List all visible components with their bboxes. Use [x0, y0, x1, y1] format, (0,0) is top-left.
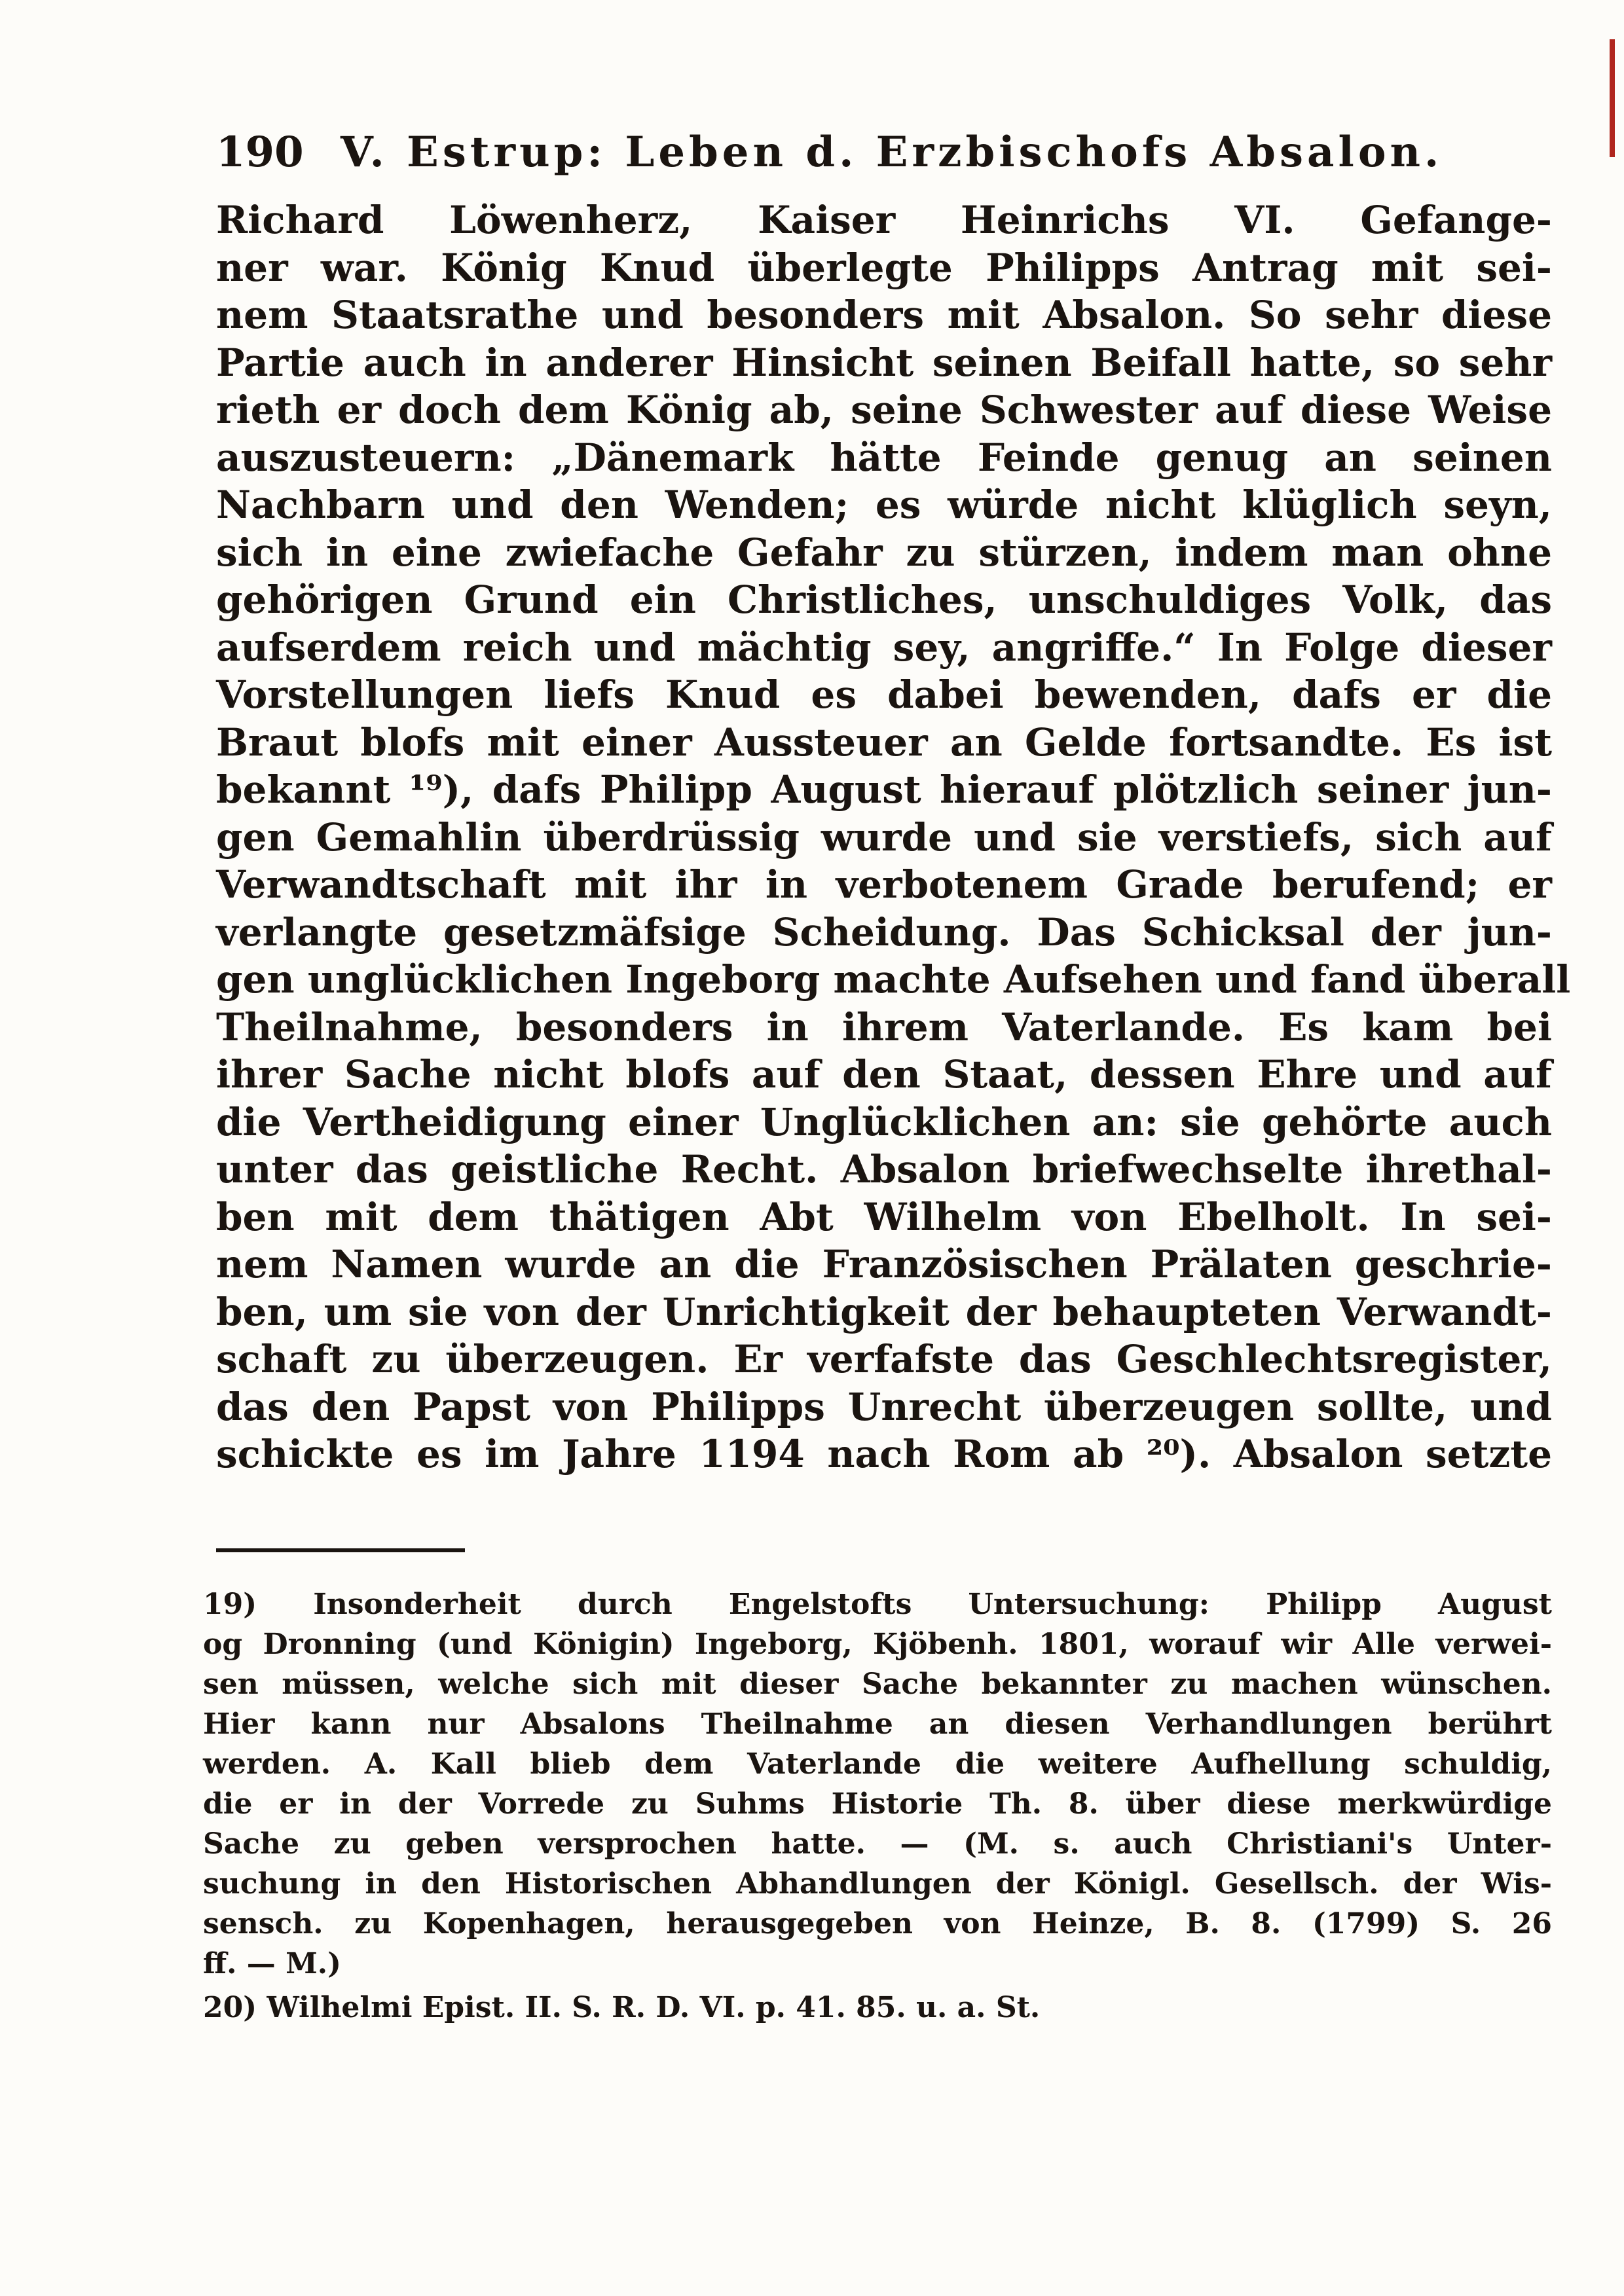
- text-line: gen Gemahlin überdrüssig wurde und sie verstiefs, sich auf: [216, 814, 1552, 860]
- footnote-line: sensch. zu Kopenhagen, herausgegeben von Heinze, B. 8. (1799) S. 26: [203, 1907, 1552, 1941]
- text-line: die Vertheidigung einer Unglücklichen an: sie gehörte auch: [216, 1099, 1552, 1144]
- text-line: aufserdem reich und mächtig sey, angriffe.“ In Folge dieser: [216, 625, 1552, 670]
- text-line: Nachbarn und den Wenden; es würde nicht klüglich seyn,: [216, 483, 1552, 527]
- text-line: verlangte gesetzmäfsige Scheidung. Das Schicksal der jun-: [216, 909, 1552, 955]
- footnote-19: [203, 1584, 1552, 1984]
- text-line: nem Staatsrathe und besonders mit Absalon. So sehr diese: [216, 293, 1552, 337]
- footnote-separator-rule: [216, 1548, 465, 1552]
- main-text: [216, 196, 1571, 1478]
- running-title: V. Estrup: Leben d. Erzbischofs Absalon.: [341, 128, 1443, 177]
- footnote-line: Hier kann nur Absalons Theilnahme an diesen Verhandlungen berührt: [203, 1707, 1552, 1741]
- footnote-line: Sache zu geben versprochen hatte. — (M. s. auch Christiani's Unter-: [203, 1827, 1552, 1861]
- footnote-line: 20) Wilhelmi Epist. II. S. R. D. VI. p. 41. 85. u. a. St.: [203, 1991, 1041, 2024]
- text-line: gehörigen Grund ein Christliches, unschuldiges Volk, das: [216, 577, 1552, 622]
- text-line: Braut blofs mit einer Aussteuer an Gelde fortsandte. Es ist: [216, 720, 1552, 765]
- text-line: das den Papst von Philipps Unrecht überzeugen sollte, und: [216, 1384, 1552, 1429]
- text-line: schaft zu überzeugen. Er verfafste das Geschlechtsregister,: [216, 1337, 1552, 1381]
- text-line: gen unglücklichen Ingeborg machte Aufsehen und fand überall: [216, 957, 1571, 1002]
- text-line: Richard Löwenherz, Kaiser Heinrichs VI. Gefange-: [216, 198, 1552, 242]
- text-line: rieth er doch dem König ab, seine Schwester auf diese Weise: [216, 388, 1552, 432]
- text-line: bekannt ¹⁹), dafs Philipp August hierauf plötzlich seiner jun-: [216, 767, 1552, 812]
- footnote-line: die er in der Vorrede zu Suhms Historie Th. 8. über diese merkwürdige: [203, 1787, 1552, 1821]
- page-number: 190: [216, 128, 304, 177]
- footnote-line: suchung in den Historischen Abhandlungen der Königl. Gesellsch. der Wis-: [203, 1867, 1552, 1901]
- text-line: unter das geistliche Recht. Absalon briefwechselte ihrethal-: [216, 1147, 1552, 1192]
- text-line: Theilnahme, besonders in ihrem Vaterlande. Es kam bei: [216, 1004, 1552, 1049]
- text-line: Partie auch in anderer Hinsicht seinen Beifall hatte, so sehr: [216, 340, 1552, 385]
- text-line: sich in eine zwiefache Gefahr zu stürzen, indem man ohne: [216, 530, 1552, 575]
- text-line: schickte es im Jahre 1194 nach Rom ab ²⁰). Absalon setzte: [216, 1432, 1552, 1476]
- footnote-20: [203, 1988, 1552, 2028]
- text-line: ben, um sie von der Unrichtigkeit der behaupteten Verwandt-: [216, 1289, 1552, 1334]
- footnote-line: og Dronning (und Königin) Ingeborg, Kjöbenh. 1801, worauf wir Alle verwei-: [203, 1628, 1552, 1661]
- footnotes: [203, 1584, 1552, 2028]
- footnote-line: ff. — M.): [203, 1947, 341, 1980]
- text-line: nem Namen wurde an die Französischen Prälaten geschrie-: [216, 1242, 1552, 1286]
- footnote-line: 19) Insonderheit durch Engelstofts Untersuchung: Philipp August: [203, 1588, 1552, 1621]
- page-header: [216, 128, 1513, 187]
- text-line: Vorstellungen liefs Knud es dabei bewenden, dafs er die: [216, 672, 1552, 717]
- text-line: auszusteuern: „Dänemark hätte Feinde genug an seinen: [216, 435, 1552, 480]
- footnote-line: werden. A. Kall blieb dem Vaterlande die weitere Aufhellung schuldig,: [203, 1747, 1552, 1781]
- text-line: ner war. König Knud überlegte Philipps Antrag mit sei-: [216, 245, 1552, 290]
- page-edge-mark: [1610, 39, 1615, 157]
- text-line: Verwandtschaft mit ihr in verbotenem Grade berufend; er: [216, 862, 1552, 907]
- text-line: ihrer Sache nicht blofs auf den Staat, dessen Ehre und auf: [216, 1052, 1552, 1097]
- text-line: ben mit dem thätigen Abt Wilhelm von Ebelholt. In sei-: [216, 1194, 1552, 1239]
- footnote-line: sen müssen, welche sich mit dieser Sache bekannter zu machen wünschen.: [203, 1667, 1552, 1701]
